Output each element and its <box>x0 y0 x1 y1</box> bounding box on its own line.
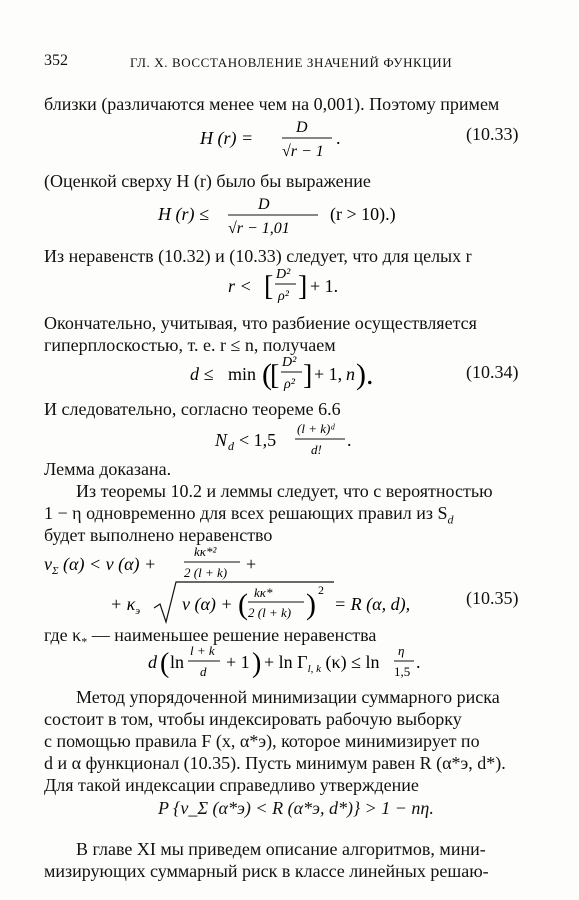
svg-text:kκ*²: kκ*² <box>194 544 217 559</box>
eq1-numerator: D <box>296 119 308 136</box>
text-line-content: — наименьшее решение неравенства <box>87 625 377 645</box>
svg-text:N: N <box>215 430 228 450</box>
svg-text:< 1,5: < 1,5 <box>239 430 277 450</box>
svg-text:+ 1: + 1 <box>226 652 250 672</box>
svg-text:ln: ln <box>170 652 185 672</box>
subscript: * <box>81 634 88 649</box>
svg-text:d: d <box>228 439 234 453</box>
text-line: В главе XI мы приведем описание алгоритмов, мини- <box>76 839 486 859</box>
svg-text:): ) <box>252 648 262 679</box>
svg-text:(: ( <box>238 588 248 621</box>
svg-text:.: . <box>416 652 421 672</box>
svg-text:(l + k)ᵈ: (l + k)ᵈ <box>297 421 335 436</box>
text-line: мизирующих суммарный риск в классе линейных решаю- <box>44 861 489 881</box>
svg-text:).: ). <box>356 358 374 391</box>
svg-text:2 (l + k): 2 (l + k) <box>184 565 228 580</box>
text-line: состоит в том, чтобы индексировать рабочую выборку <box>44 709 462 729</box>
text-line: Из теоремы 10.2 и леммы следует, что с вероятностью <box>76 481 493 501</box>
text-line-content: Из неравенств (10.32) и (10.33) следует, что для целых r <box>44 246 472 266</box>
svg-text:]: ] <box>303 360 313 391</box>
page-header <box>44 50 534 72</box>
svg-text:1,5: 1,5 <box>394 664 411 679</box>
svg-text:+ 1,: + 1, <box>314 364 343 384</box>
equation-probability: P {ν_Σ (α*э) < R (α*э, d*)} > 1 − nη. <box>158 798 434 818</box>
svg-text:n: n <box>346 364 355 384</box>
running-head: ГЛ. X. ВОССТАНОВЛЕНИЕ ЗНАЧЕНИЙ ФУНКЦИИ <box>130 55 453 70</box>
svg-text:ν (α) +: ν (α) + <box>182 594 233 614</box>
equation-10-35-line2 <box>110 578 450 628</box>
text-line-content: 1 − η одновременно для всех решающих правил из S <box>44 503 448 523</box>
svg-text:2: 2 <box>318 583 324 597</box>
eq2-numerator: D <box>258 196 270 213</box>
svg-text:+: + <box>246 554 257 574</box>
text-line: Метод упорядоченной минимизации суммарного риска <box>76 687 500 707</box>
svg-text:l + k: l + k <box>190 643 215 658</box>
text-line: d и α функционал (10.35). Пусть минимум равен R (α*э, d*). <box>44 753 506 773</box>
text-line: Окончательно, учитывая, что разбиение осуществляется <box>44 313 477 333</box>
equation-ln-inequality <box>148 640 448 686</box>
text-line: И следовательно, согласно теореме 6.6 <box>44 399 341 419</box>
eq1-denominator: √r − 1 <box>282 143 324 160</box>
eq2-denominator: √r − 1,01 <box>228 220 290 237</box>
svg-text:kκ*: kκ* <box>254 585 273 600</box>
eq2-condition: (r > 10).) <box>330 204 396 224</box>
subscript: d <box>447 512 454 527</box>
page-number: 352 <box>44 52 68 69</box>
svg-text:(: ( <box>160 648 170 679</box>
svg-text:2 (l + k): 2 (l + k) <box>248 605 292 620</box>
text-line: (Оценкой сверху H (r) было бы выражение <box>44 171 371 191</box>
text-line: Для такой индексации справедливо утверждение <box>44 775 419 795</box>
text-line: будет выполнено неравенство <box>44 525 273 545</box>
svg-text:[: [ <box>264 271 274 302</box>
equation-number-10-35: (10.35) <box>466 588 519 608</box>
svg-text:+ 1.: + 1. <box>310 276 339 296</box>
svg-text:.: . <box>347 430 352 450</box>
svg-text:+ ln Γl, k (κ) ≤ ln: + $\ln \Gamma_{l, k}$ (κ) ≤ ln <box>264 652 380 675</box>
svg-text:= R (α, d),: = R (α, d), <box>334 594 411 614</box>
text-line: Лемма доказана. <box>44 459 172 479</box>
eq3-content: r < <box>228 276 252 296</box>
equation-upper-bound-svg <box>158 196 428 240</box>
eq2-lhs: H (r) ≤ <box>158 204 209 224</box>
svg-text:d: d <box>200 664 207 679</box>
svg-text:D²: D² <box>276 267 291 282</box>
equation-number-10-33: (10.33) <box>466 124 519 144</box>
equation-10-33-svg <box>200 118 360 162</box>
svg-text:D²: D² <box>282 355 297 370</box>
svg-text:d ≤: d ≤ <box>190 364 214 384</box>
text-line: с помощью правила F (x, α*э), которое минимизирует по <box>44 731 480 751</box>
text-line: близки (различаются менее чем на 0,001). Поэтому примем <box>44 94 500 114</box>
svg-text:min: min <box>228 364 257 384</box>
svg-text:d: d <box>148 652 157 672</box>
svg-text:]: ] <box>298 271 308 302</box>
eq1-lhs: H (r) = <box>200 128 254 148</box>
svg-text:ρ²: ρ² <box>278 289 289 304</box>
text-line: гиперплоскостью, т. е. r ≤ n, получаем <box>44 335 336 355</box>
equation-Nd <box>215 418 375 462</box>
svg-text:d!: d! <box>311 442 322 457</box>
svg-text:+ κэ: + $\kappa_э$ <box>110 594 141 617</box>
svg-text:νΣ (α) < ν (α) +: $\nu_\Sigma$ (α) < ν (α) + <box>44 554 157 577</box>
svg-text:): ) <box>306 588 316 621</box>
svg-text:(: ( <box>262 358 272 391</box>
svg-text:ρ²: ρ² <box>284 377 295 392</box>
svg-text:.: . <box>336 128 341 148</box>
text-line-content: где κ <box>44 625 82 645</box>
equation-10-34 <box>190 352 374 400</box>
equation-r-bound <box>228 264 358 310</box>
equation-number-10-34: (10.34) <box>466 362 519 382</box>
svg-text:η: η <box>398 643 405 658</box>
svg-text:[: [ <box>270 360 280 391</box>
